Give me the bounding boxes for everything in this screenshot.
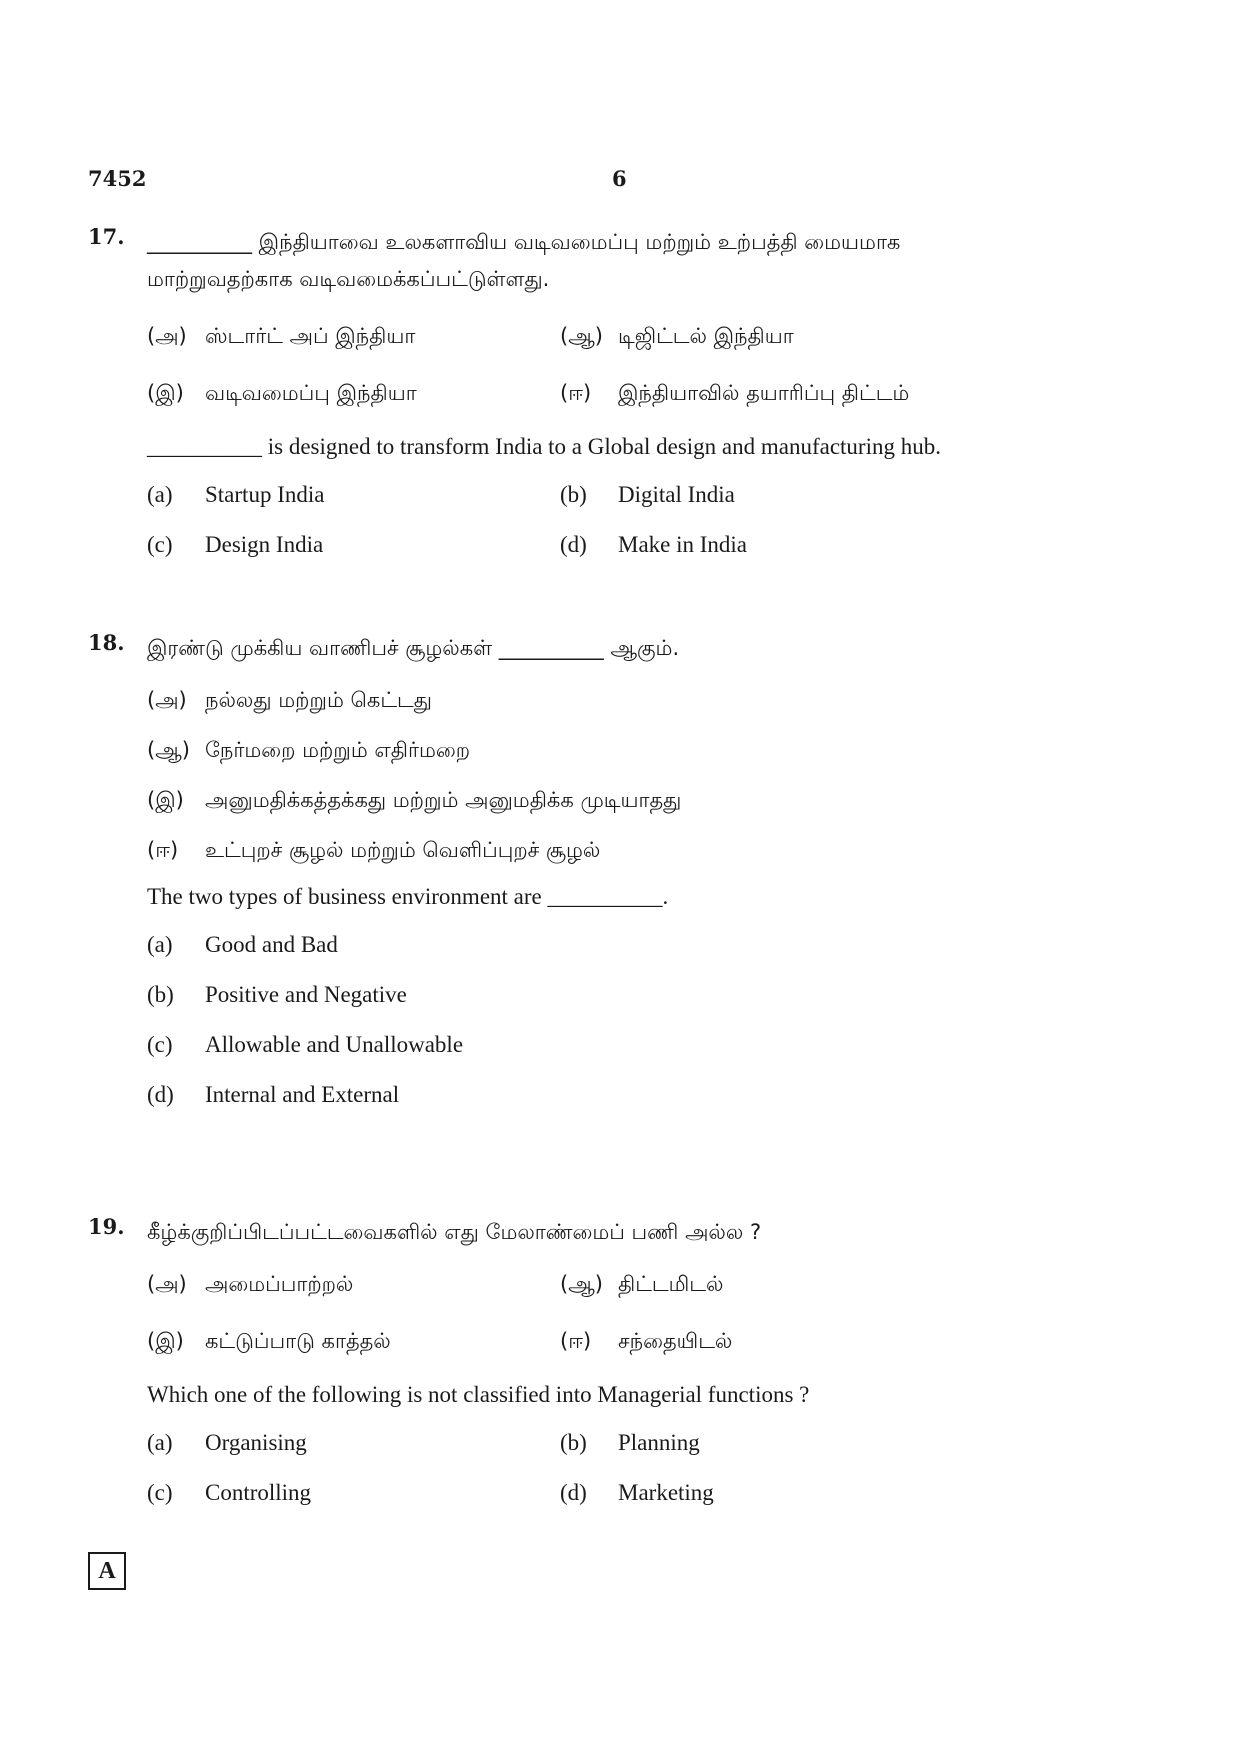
option-a[interactable] bbox=[147, 930, 338, 960]
question-tamil-text: கீழ்க்குறிப்பிடப்பட்டவைகளில் எது மேலாண்மைப் பணி அல்ல ? bbox=[147, 1220, 762, 1244]
option-text: அமைப்பாற்றல் bbox=[205, 1272, 354, 1296]
option-text: உட்புறச் சூழல் மற்றும் வெளிப்புறச் சூழல் bbox=[205, 838, 601, 862]
option-text: Startup India bbox=[205, 482, 325, 507]
question-tamil-line2: மாற்றுவதற்காக வடிவமைக்கப்பட்டுள்ளது. bbox=[147, 267, 550, 291]
option-label: (ஆ) bbox=[560, 324, 603, 348]
option-b[interactable] bbox=[560, 1428, 700, 1458]
tamil-option-i[interactable] bbox=[147, 1323, 391, 1360]
option-label: (இ) bbox=[147, 381, 184, 405]
tamil-option-ii[interactable] bbox=[147, 832, 600, 869]
option-text: Design India bbox=[205, 532, 324, 557]
option-label: (a) bbox=[147, 1430, 173, 1455]
paper-code: 7452 bbox=[88, 166, 147, 191]
tamil-option-a[interactable] bbox=[147, 1266, 353, 1303]
option-text: Organising bbox=[205, 1430, 307, 1455]
tamil-option-aa[interactable] bbox=[560, 318, 794, 355]
option-text: நல்லது மற்றும் கெட்டது bbox=[205, 688, 432, 712]
option-d[interactable] bbox=[560, 1478, 714, 1508]
option-label: (c) bbox=[147, 1480, 173, 1505]
option-text: Controlling bbox=[205, 1480, 312, 1505]
option-text: Internal and External bbox=[205, 1082, 400, 1107]
booklet-series-box: A bbox=[88, 1552, 126, 1590]
question-tamil-line1: இந்தியாவை உலகளாவிய வடிவமைப்பு மற்றும் உற்பத்தி மையமாக bbox=[252, 230, 901, 254]
option-label: (b) bbox=[147, 982, 174, 1007]
question-english-before: The two types of business environment are bbox=[147, 884, 548, 909]
question-tamil-before: இரண்டு முக்கிய வாணிபச் சூழல்கள் bbox=[147, 636, 499, 660]
question-tamil-text bbox=[147, 630, 1108, 682]
question-english-text bbox=[147, 432, 1108, 480]
question-number: 19. bbox=[88, 1214, 125, 1239]
blank: __________ bbox=[147, 230, 252, 254]
option-c[interactable] bbox=[147, 1478, 311, 1508]
option-label: (a) bbox=[147, 932, 173, 957]
option-c[interactable] bbox=[147, 530, 323, 560]
question-english-body: is designed to transform India to a Global design and manufacturing hub. bbox=[262, 434, 941, 459]
option-text: இந்தியாவில் தயாரிப்பு திட்டம் bbox=[618, 381, 910, 405]
option-label: (ஈ) bbox=[560, 381, 592, 405]
option-label: (ஈ) bbox=[560, 1329, 592, 1353]
option-text: திட்டமிடல் bbox=[618, 1272, 724, 1296]
option-text: Positive and Negative bbox=[205, 982, 407, 1007]
option-label: (d) bbox=[560, 532, 587, 557]
option-text: வடிவமைப்பு இந்தியா bbox=[205, 381, 417, 405]
option-text: Make in India bbox=[618, 532, 748, 557]
option-text: டிஜிட்டல் இந்தியா bbox=[618, 324, 794, 348]
option-label: (b) bbox=[560, 482, 587, 507]
question-number: 17. bbox=[88, 224, 125, 249]
option-text: நேர்மறை மற்றும் எதிர்மறை bbox=[205, 738, 471, 762]
tamil-option-ii[interactable] bbox=[560, 1323, 732, 1360]
question-number: 18. bbox=[88, 630, 125, 655]
question-19 bbox=[88, 1214, 1108, 1528]
question-tamil-text bbox=[147, 224, 1108, 298]
option-c[interactable] bbox=[147, 1030, 463, 1060]
option-a[interactable] bbox=[147, 1428, 307, 1458]
option-label: (c) bbox=[147, 532, 173, 557]
tamil-option-aa[interactable] bbox=[560, 1266, 723, 1303]
blank: __________ bbox=[147, 434, 262, 459]
option-d[interactable] bbox=[147, 1080, 399, 1110]
option-label: (ஈ) bbox=[147, 838, 179, 862]
option-label: (a) bbox=[147, 482, 173, 507]
option-label: (ஆ) bbox=[147, 738, 190, 762]
option-label: (b) bbox=[560, 1430, 587, 1455]
option-label: (இ) bbox=[147, 788, 184, 812]
option-text: Allowable and Unallowable bbox=[205, 1032, 464, 1057]
option-text: Planning bbox=[618, 1430, 700, 1455]
question-english-text bbox=[147, 882, 1108, 930]
option-label: (அ) bbox=[147, 1272, 187, 1296]
tamil-option-ii[interactable] bbox=[560, 375, 909, 412]
option-text: கட்டுப்பாடு காத்தல் bbox=[205, 1329, 391, 1353]
question-english-text: Which one of the following is not classified into Managerial functions ? bbox=[147, 1382, 810, 1407]
tamil-option-aa[interactable] bbox=[147, 732, 470, 769]
question-17 bbox=[88, 224, 1108, 580]
option-label: (இ) bbox=[147, 1329, 184, 1353]
question-english-after: . bbox=[662, 884, 669, 909]
blank: __________ bbox=[498, 636, 604, 660]
option-text: அனுமதிக்கத்தக்கது மற்றும் அனுமதிக்க முடியாதது bbox=[205, 788, 682, 812]
option-text: ஸ்டார்ட் அப் இந்தியா bbox=[205, 324, 416, 348]
option-text: Good and Bad bbox=[205, 932, 338, 957]
tamil-option-i[interactable] bbox=[147, 375, 417, 412]
tamil-option-a[interactable] bbox=[147, 318, 415, 355]
option-label: (c) bbox=[147, 1032, 173, 1057]
option-label: (அ) bbox=[147, 688, 187, 712]
option-b[interactable] bbox=[560, 480, 735, 510]
tamil-option-i[interactable] bbox=[147, 782, 681, 819]
option-text: Digital India bbox=[618, 482, 735, 507]
option-text: Marketing bbox=[618, 1480, 714, 1505]
blank: __________ bbox=[547, 884, 663, 909]
option-d[interactable] bbox=[560, 530, 747, 560]
option-text: சந்தையிடல் bbox=[618, 1329, 733, 1353]
option-b[interactable] bbox=[147, 980, 407, 1010]
option-label: (ஆ) bbox=[560, 1272, 603, 1296]
option-label: (d) bbox=[560, 1480, 587, 1505]
question-18 bbox=[88, 630, 1108, 1130]
question-tamil-after: ஆகும். bbox=[603, 636, 680, 660]
option-a[interactable] bbox=[147, 480, 324, 510]
tamil-option-a[interactable] bbox=[147, 682, 432, 719]
page-number: 6 bbox=[612, 166, 627, 191]
option-label: (d) bbox=[147, 1082, 174, 1107]
option-label: (அ) bbox=[147, 324, 187, 348]
